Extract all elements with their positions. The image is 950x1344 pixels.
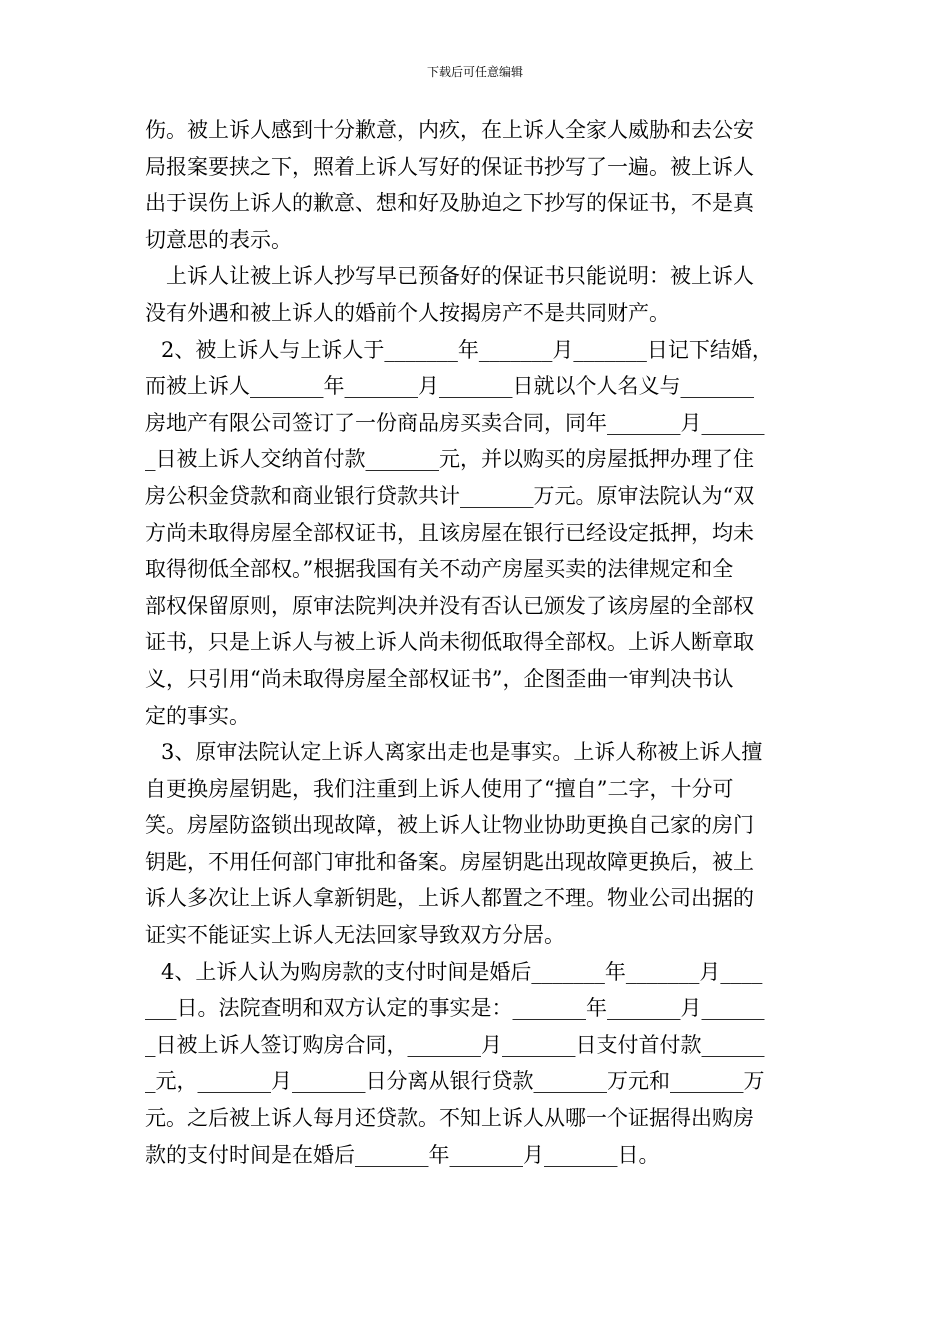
- text-line: _日被上诉人签订购房合同，_______月_______日支付首付款______: [145, 1032, 765, 1057]
- text-line: _日被上诉人交纳首付款_______元，并以购买的房屋抵押办理了住: [145, 447, 754, 472]
- text-line: 证书，只是上诉人与被上诉人尚未彻低取得全部权。上诉人断章取: [145, 630, 754, 655]
- text-line: ___日。法院查明和双方认定的事实是：_______年_______月______: [145, 996, 765, 1021]
- text-line: 而被上诉人_______年_______月_______日就以个人名义与_______: [145, 374, 754, 399]
- text-line: 自更换房屋钥匙，我们注重到上诉人使用了“擅自”二字，十分可: [145, 776, 734, 801]
- text-line: 诉人多次让上诉人拿新钥匙，上诉人都置之不理。物业公司出据的: [145, 886, 754, 911]
- text-line: 房地产有限公司签订了一份商品房买卖合同，同年_______月______: [145, 410, 765, 435]
- text-line: 款的支付时间是在婚后_______年_______月_______日。: [145, 1142, 660, 1167]
- text-line: 定的事实。: [145, 703, 250, 728]
- document-body: [145, 112, 810, 1173]
- text-line: 钥匙，不用任何部门审批和备案。房屋钥匙出现故障更换后，被上: [145, 849, 754, 874]
- text-line: 出于误伤上诉人的歉意、想和好及胁迫之下抄写的保证书，不是真: [145, 191, 754, 216]
- paragraph-first-line: 4、上诉人认为购房款的支付时间是婚后_______年_______月____: [161, 959, 763, 984]
- paragraph-first-line: 3、原审法院认定上诉人离家出走也是事实。上诉人称被上诉人擅: [161, 740, 763, 765]
- paragraph-first-line: 2、被上诉人与上诉人于_______年_______月_______日记下结婚，: [161, 337, 773, 362]
- text-line: 部权保留原则，原审法院判决并没有否认已颁发了该房屋的全部权: [145, 593, 754, 618]
- text-line: 元。之后被上诉人每月还贷款。不知上诉人从哪一个证据得出购房: [145, 1106, 754, 1131]
- text-line: _元，_______月_______日分离从银行贷款_______万元和_______万: [145, 1069, 765, 1094]
- text-line: 房公积金贷款和商业银行贷款共计_______万元。原审法院认为“双: [145, 483, 755, 508]
- page-header: 下载后可任意编辑: [426, 65, 523, 79]
- text-line: 伤。被上诉人感到十分歉意，内疚，在上诉人全家人威胁和去公安: [145, 118, 754, 142]
- text-line: 义，只引用“尚未取得房屋全部权证书”，企图歪曲一审判决书认: [145, 666, 734, 691]
- text-line: 取得彻低全部权。”根据我国有关不动产房屋买卖的法律规定和全: [145, 557, 734, 582]
- text-line: 证实不能证实上诉人无法回家导致双方分居。: [145, 923, 565, 948]
- text-line: 方尚未取得房屋全部权证书，且该房屋在银行已经设定抵押，均未: [145, 520, 754, 545]
- text-line: 没有外遇和被上诉人的婚前个人按揭房产不是共同财产。: [145, 300, 670, 325]
- text-line: 笑。房屋防盗锁出现故障，被上诉人让物业协助更换自己家的房门: [145, 813, 754, 838]
- paragraph-first-line: 上诉人让被上诉人抄写早已预备好的保证书只能说明：被上诉人: [166, 264, 754, 289]
- text-line: 局报案要挟之下，照着上诉人写好的保证书抄写了一遍。被上诉人: [145, 154, 754, 179]
- text-line: 切意思的表示。: [145, 227, 292, 252]
